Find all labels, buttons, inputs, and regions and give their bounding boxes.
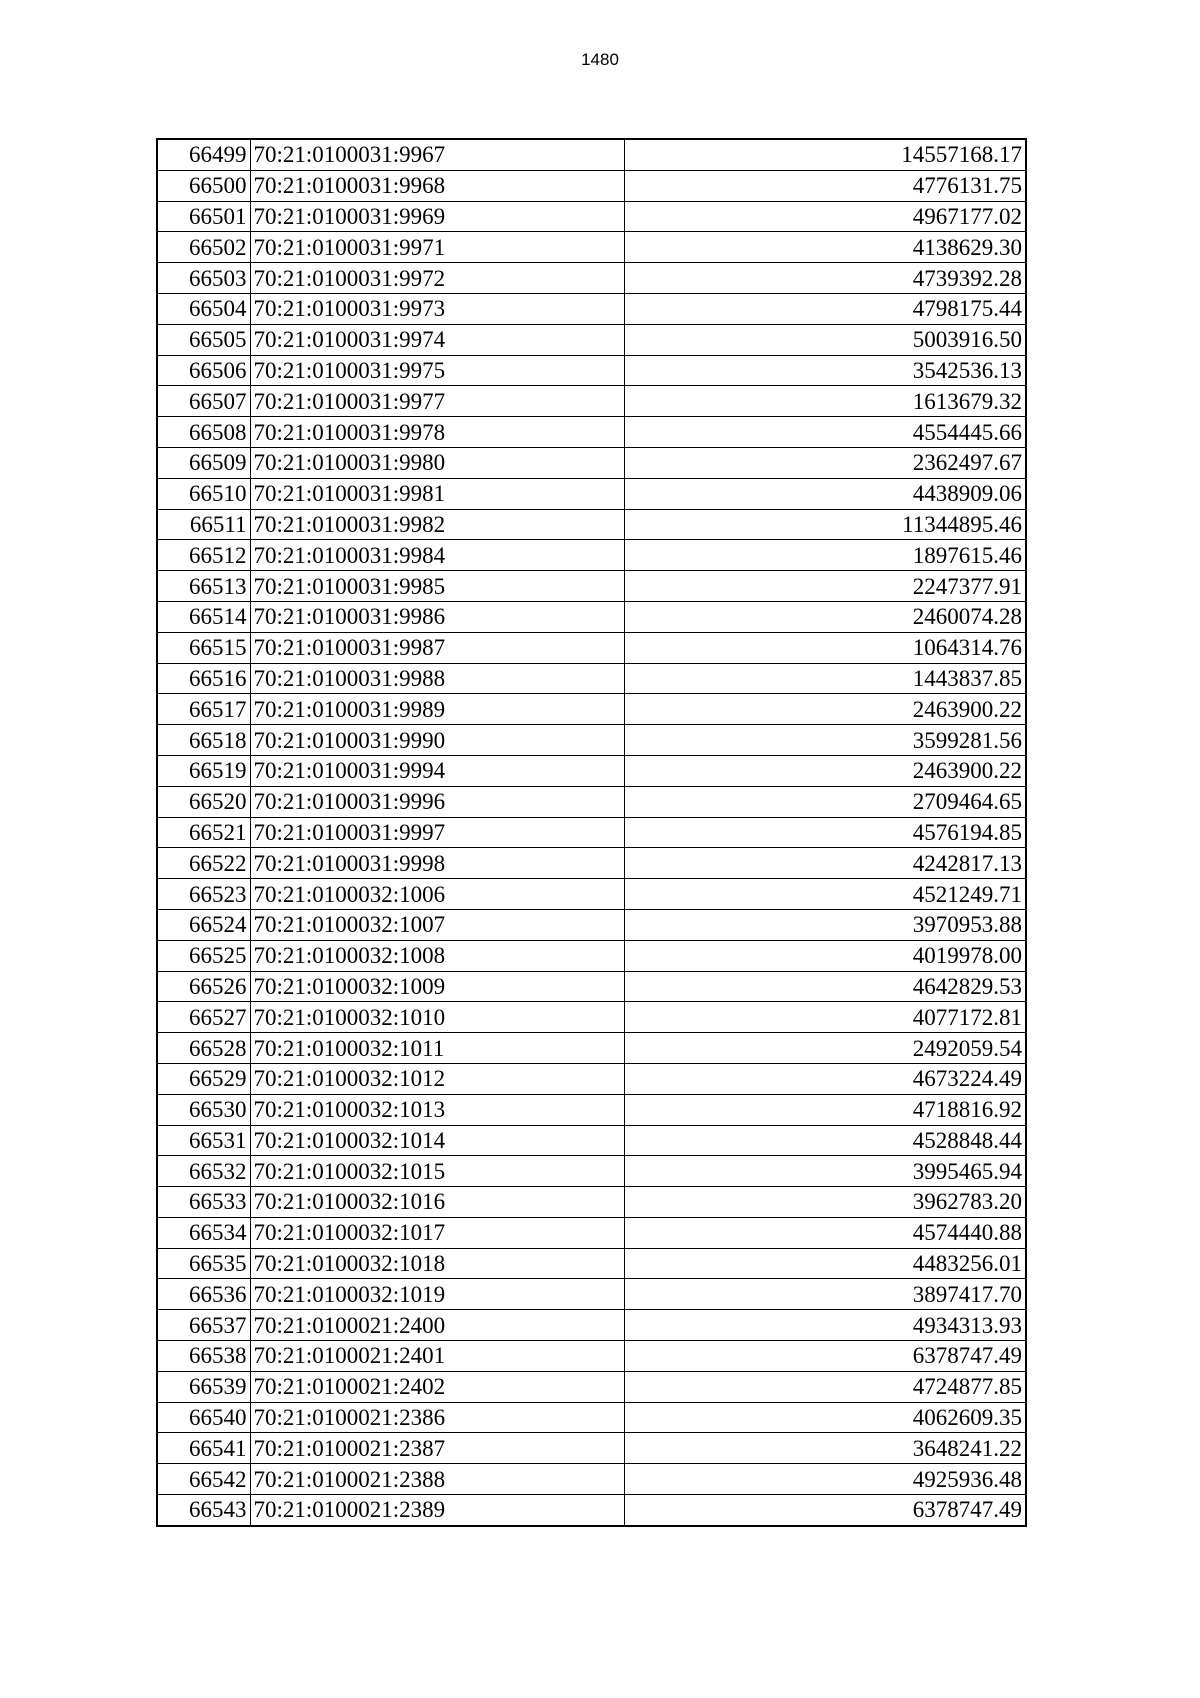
row-number-cell: 66513 bbox=[157, 571, 250, 602]
row-number-cell: 66500 bbox=[157, 170, 250, 201]
row-number-cell: 66537 bbox=[157, 1310, 250, 1341]
cadastral-number-cell: 70:21:0100032:1010 bbox=[250, 1002, 624, 1033]
table-row bbox=[157, 1187, 1026, 1218]
cadastral-number-cell: 70:21:0100021:2402 bbox=[250, 1371, 624, 1402]
cadastral-number-cell: 70:21:0100031:9977 bbox=[250, 386, 624, 417]
cadastral-value-cell: 4967177.02 bbox=[624, 201, 1026, 232]
cadastral-number-cell: 70:21:0100031:9996 bbox=[250, 786, 624, 817]
table-row bbox=[157, 201, 1026, 232]
row-number-cell: 66531 bbox=[157, 1125, 250, 1156]
cadastral-value-cell: 4242817.13 bbox=[624, 848, 1026, 879]
cadastral-value-cell: 1897615.46 bbox=[624, 540, 1026, 571]
table-row bbox=[157, 1495, 1026, 1526]
cadastral-number-cell: 70:21:0100031:9980 bbox=[250, 447, 624, 478]
cadastral-value-cell: 3542536.13 bbox=[624, 355, 1026, 386]
cadastral-value-cell: 4776131.75 bbox=[624, 170, 1026, 201]
row-number-cell: 66526 bbox=[157, 971, 250, 1002]
table-body bbox=[157, 139, 1026, 1526]
table-row bbox=[157, 540, 1026, 571]
cadastral-value-cell: 2362497.67 bbox=[624, 447, 1026, 478]
cadastral-number-cell: 70:21:0100031:9989 bbox=[250, 694, 624, 725]
cadastral-number-cell: 70:21:0100031:9987 bbox=[250, 632, 624, 663]
cadastral-number-cell: 70:21:0100021:2401 bbox=[250, 1341, 624, 1372]
table-row bbox=[157, 509, 1026, 540]
cadastral-value-cell: 4724877.85 bbox=[624, 1371, 1026, 1402]
row-number-cell: 66521 bbox=[157, 817, 250, 848]
table-row bbox=[157, 632, 1026, 663]
cadastral-value-cell: 3897417.70 bbox=[624, 1279, 1026, 1310]
row-number-cell: 66525 bbox=[157, 940, 250, 971]
cadastral-value-cell: 4673224.49 bbox=[624, 1063, 1026, 1094]
table-row bbox=[157, 694, 1026, 725]
cadastral-value-cell: 4574440.88 bbox=[624, 1217, 1026, 1248]
table-row bbox=[157, 848, 1026, 879]
cadastral-value-cell: 2463900.22 bbox=[624, 755, 1026, 786]
cadastral-number-cell: 70:21:0100031:9990 bbox=[250, 725, 624, 756]
cadastral-value-cell: 2460074.28 bbox=[624, 601, 1026, 632]
cadastral-value-cell: 3648241.22 bbox=[624, 1433, 1026, 1464]
row-number-cell: 66542 bbox=[157, 1464, 250, 1495]
table-row bbox=[157, 1156, 1026, 1187]
cadastral-number-cell: 70:21:0100032:1006 bbox=[250, 879, 624, 910]
cadastral-value-cell: 6378747.49 bbox=[624, 1495, 1026, 1526]
cadastral-value-cell: 3599281.56 bbox=[624, 725, 1026, 756]
cadastral-value-cell: 2492059.54 bbox=[624, 1033, 1026, 1064]
cadastral-value-cell: 4483256.01 bbox=[624, 1248, 1026, 1279]
cadastral-value-cell: 4438909.06 bbox=[624, 478, 1026, 509]
cadastral-number-cell: 70:21:0100031:9974 bbox=[250, 324, 624, 355]
cadastral-number-cell: 70:21:0100021:2389 bbox=[250, 1495, 624, 1526]
row-number-cell: 66499 bbox=[157, 139, 250, 170]
cadastral-value-cell: 5003916.50 bbox=[624, 324, 1026, 355]
cadastral-number-cell: 70:21:0100032:1011 bbox=[250, 1033, 624, 1064]
cadastral-value-cell: 14557168.17 bbox=[624, 139, 1026, 170]
cadastral-value-cell: 4138629.30 bbox=[624, 232, 1026, 263]
cadastral-number-cell: 70:21:0100031:9997 bbox=[250, 817, 624, 848]
table-row bbox=[157, 817, 1026, 848]
row-number-cell: 66502 bbox=[157, 232, 250, 263]
cadastral-value-cell: 4062609.35 bbox=[624, 1402, 1026, 1433]
table-row bbox=[157, 601, 1026, 632]
row-number-cell: 66529 bbox=[157, 1063, 250, 1094]
row-number-cell: 66509 bbox=[157, 447, 250, 478]
cadastral-value-cell: 4019978.00 bbox=[624, 940, 1026, 971]
table-row bbox=[157, 417, 1026, 448]
table-row bbox=[157, 663, 1026, 694]
row-number-cell: 66535 bbox=[157, 1248, 250, 1279]
cadastral-number-cell: 70:21:0100032:1017 bbox=[250, 1217, 624, 1248]
row-number-cell: 66517 bbox=[157, 694, 250, 725]
row-number-cell: 66511 bbox=[157, 509, 250, 540]
cadastral-number-cell: 70:21:0100021:2400 bbox=[250, 1310, 624, 1341]
row-number-cell: 66510 bbox=[157, 478, 250, 509]
table-row bbox=[157, 1341, 1026, 1372]
cadastral-value-cell: 4528848.44 bbox=[624, 1125, 1026, 1156]
cadastral-number-cell: 70:21:0100021:2388 bbox=[250, 1464, 624, 1495]
cadastral-number-cell: 70:21:0100031:9978 bbox=[250, 417, 624, 448]
cadastral-number-cell: 70:21:0100031:9984 bbox=[250, 540, 624, 571]
cadastral-number-cell: 70:21:0100031:9967 bbox=[250, 139, 624, 170]
cadastral-number-cell: 70:21:0100032:1008 bbox=[250, 940, 624, 971]
table-row bbox=[157, 1371, 1026, 1402]
table-row bbox=[157, 940, 1026, 971]
cadastral-value-cell: 4642829.53 bbox=[624, 971, 1026, 1002]
cadastral-value-cell: 4739392.28 bbox=[624, 263, 1026, 294]
cadastral-number-cell: 70:21:0100032:1014 bbox=[250, 1125, 624, 1156]
cadastral-number-cell: 70:21:0100031:9971 bbox=[250, 232, 624, 263]
table-row bbox=[157, 571, 1026, 602]
cadastral-value-cell: 2247377.91 bbox=[624, 571, 1026, 602]
row-number-cell: 66539 bbox=[157, 1371, 250, 1402]
cadastral-value-cell: 2709464.65 bbox=[624, 786, 1026, 817]
cadastral-number-cell: 70:21:0100021:2386 bbox=[250, 1402, 624, 1433]
row-number-cell: 66518 bbox=[157, 725, 250, 756]
cadastral-number-cell: 70:21:0100031:9994 bbox=[250, 755, 624, 786]
table-row bbox=[157, 139, 1026, 170]
table-row bbox=[157, 355, 1026, 386]
cadastral-value-cell: 6378747.49 bbox=[624, 1341, 1026, 1372]
cadastral-value-cell: 3962783.20 bbox=[624, 1187, 1026, 1218]
cadastral-number-cell: 70:21:0100031:9969 bbox=[250, 201, 624, 232]
row-number-cell: 66503 bbox=[157, 263, 250, 294]
table-row bbox=[157, 478, 1026, 509]
table-row bbox=[157, 232, 1026, 263]
cadastral-value-cell: 4718816.92 bbox=[624, 1094, 1026, 1125]
cadastral-number-cell: 70:21:0100032:1015 bbox=[250, 1156, 624, 1187]
cadastral-value-cell: 4934313.93 bbox=[624, 1310, 1026, 1341]
row-number-cell: 66522 bbox=[157, 848, 250, 879]
row-number-cell: 66520 bbox=[157, 786, 250, 817]
table-row bbox=[157, 324, 1026, 355]
cadastral-value-cell: 4077172.81 bbox=[624, 1002, 1026, 1033]
cadastral-number-cell: 70:21:0100021:2387 bbox=[250, 1433, 624, 1464]
table-row bbox=[157, 386, 1026, 417]
cadastral-number-cell: 70:21:0100032:1018 bbox=[250, 1248, 624, 1279]
cadastral-number-cell: 70:21:0100032:1012 bbox=[250, 1063, 624, 1094]
row-number-cell: 66534 bbox=[157, 1217, 250, 1248]
row-number-cell: 66532 bbox=[157, 1156, 250, 1187]
row-number-cell: 66519 bbox=[157, 755, 250, 786]
row-number-cell: 66524 bbox=[157, 909, 250, 940]
table-row bbox=[157, 1002, 1026, 1033]
table-row bbox=[157, 293, 1026, 324]
table-row bbox=[157, 170, 1026, 201]
cadastral-number-cell: 70:21:0100031:9973 bbox=[250, 293, 624, 324]
table-row bbox=[157, 879, 1026, 910]
table-row bbox=[157, 725, 1026, 756]
row-number-cell: 66538 bbox=[157, 1341, 250, 1372]
table-row bbox=[157, 909, 1026, 940]
row-number-cell: 66505 bbox=[157, 324, 250, 355]
row-number-cell: 66536 bbox=[157, 1279, 250, 1310]
cadastral-value-cell: 4554445.66 bbox=[624, 417, 1026, 448]
cadastral-number-cell: 70:21:0100031:9981 bbox=[250, 478, 624, 509]
cadastral-number-cell: 70:21:0100031:9982 bbox=[250, 509, 624, 540]
row-number-cell: 66543 bbox=[157, 1495, 250, 1526]
table-row bbox=[157, 1125, 1026, 1156]
row-number-cell: 66515 bbox=[157, 632, 250, 663]
row-number-cell: 66508 bbox=[157, 417, 250, 448]
row-number-cell: 66514 bbox=[157, 601, 250, 632]
row-number-cell: 66533 bbox=[157, 1187, 250, 1218]
table-row bbox=[157, 1402, 1026, 1433]
row-number-cell: 66506 bbox=[157, 355, 250, 386]
table-row bbox=[157, 447, 1026, 478]
cadastral-value-cell: 3995465.94 bbox=[624, 1156, 1026, 1187]
row-number-cell: 66504 bbox=[157, 293, 250, 324]
cadastral-number-cell: 70:21:0100032:1016 bbox=[250, 1187, 624, 1218]
cadastral-number-cell: 70:21:0100031:9986 bbox=[250, 601, 624, 632]
cadastral-number-cell: 70:21:0100032:1009 bbox=[250, 971, 624, 1002]
table-row bbox=[157, 1464, 1026, 1495]
cadastral-value-cell: 4798175.44 bbox=[624, 293, 1026, 324]
row-number-cell: 66523 bbox=[157, 879, 250, 910]
cadastral-number-cell: 70:21:0100032:1013 bbox=[250, 1094, 624, 1125]
row-number-cell: 66507 bbox=[157, 386, 250, 417]
cadastral-number-cell: 70:21:0100031:9988 bbox=[250, 663, 624, 694]
cadastral-value-cell: 4925936.48 bbox=[624, 1464, 1026, 1495]
cadastral-number-cell: 70:21:0100032:1007 bbox=[250, 909, 624, 940]
row-number-cell: 66512 bbox=[157, 540, 250, 571]
table-row bbox=[157, 786, 1026, 817]
row-number-cell: 66528 bbox=[157, 1033, 250, 1064]
table-row bbox=[157, 971, 1026, 1002]
table-row bbox=[157, 1033, 1026, 1064]
cadastral-value-cell: 2463900.22 bbox=[624, 694, 1026, 725]
cadastral-number-cell: 70:21:0100031:9975 bbox=[250, 355, 624, 386]
cadastral-number-cell: 70:21:0100031:9972 bbox=[250, 263, 624, 294]
table-row bbox=[157, 1063, 1026, 1094]
row-number-cell: 66516 bbox=[157, 663, 250, 694]
page-number: 1480 bbox=[581, 50, 619, 69]
cadastral-value-table bbox=[156, 138, 1027, 1527]
row-number-cell: 66541 bbox=[157, 1433, 250, 1464]
cadastral-number-cell: 70:21:0100032:1019 bbox=[250, 1279, 624, 1310]
table-row bbox=[157, 1217, 1026, 1248]
cadastral-number-cell: 70:21:0100031:9998 bbox=[250, 848, 624, 879]
table-row bbox=[157, 1279, 1026, 1310]
cadastral-value-cell: 11344895.46 bbox=[624, 509, 1026, 540]
table-row bbox=[157, 1248, 1026, 1279]
table-row bbox=[157, 1433, 1026, 1464]
row-number-cell: 66501 bbox=[157, 201, 250, 232]
cadastral-value-cell: 4521249.71 bbox=[624, 879, 1026, 910]
cadastral-value-cell: 3970953.88 bbox=[624, 909, 1026, 940]
table-row bbox=[157, 263, 1026, 294]
cadastral-value-cell: 1613679.32 bbox=[624, 386, 1026, 417]
cadastral-value-cell: 1064314.76 bbox=[624, 632, 1026, 663]
row-number-cell: 66527 bbox=[157, 1002, 250, 1033]
table-row bbox=[157, 1094, 1026, 1125]
cadastral-value-cell: 1443837.85 bbox=[624, 663, 1026, 694]
cadastral-number-cell: 70:21:0100031:9985 bbox=[250, 571, 624, 602]
row-number-cell: 66530 bbox=[157, 1094, 250, 1125]
table-row bbox=[157, 1310, 1026, 1341]
row-number-cell: 66540 bbox=[157, 1402, 250, 1433]
cadastral-number-cell: 70:21:0100031:9968 bbox=[250, 170, 624, 201]
cadastral-value-cell: 4576194.85 bbox=[624, 817, 1026, 848]
table-row bbox=[157, 755, 1026, 786]
